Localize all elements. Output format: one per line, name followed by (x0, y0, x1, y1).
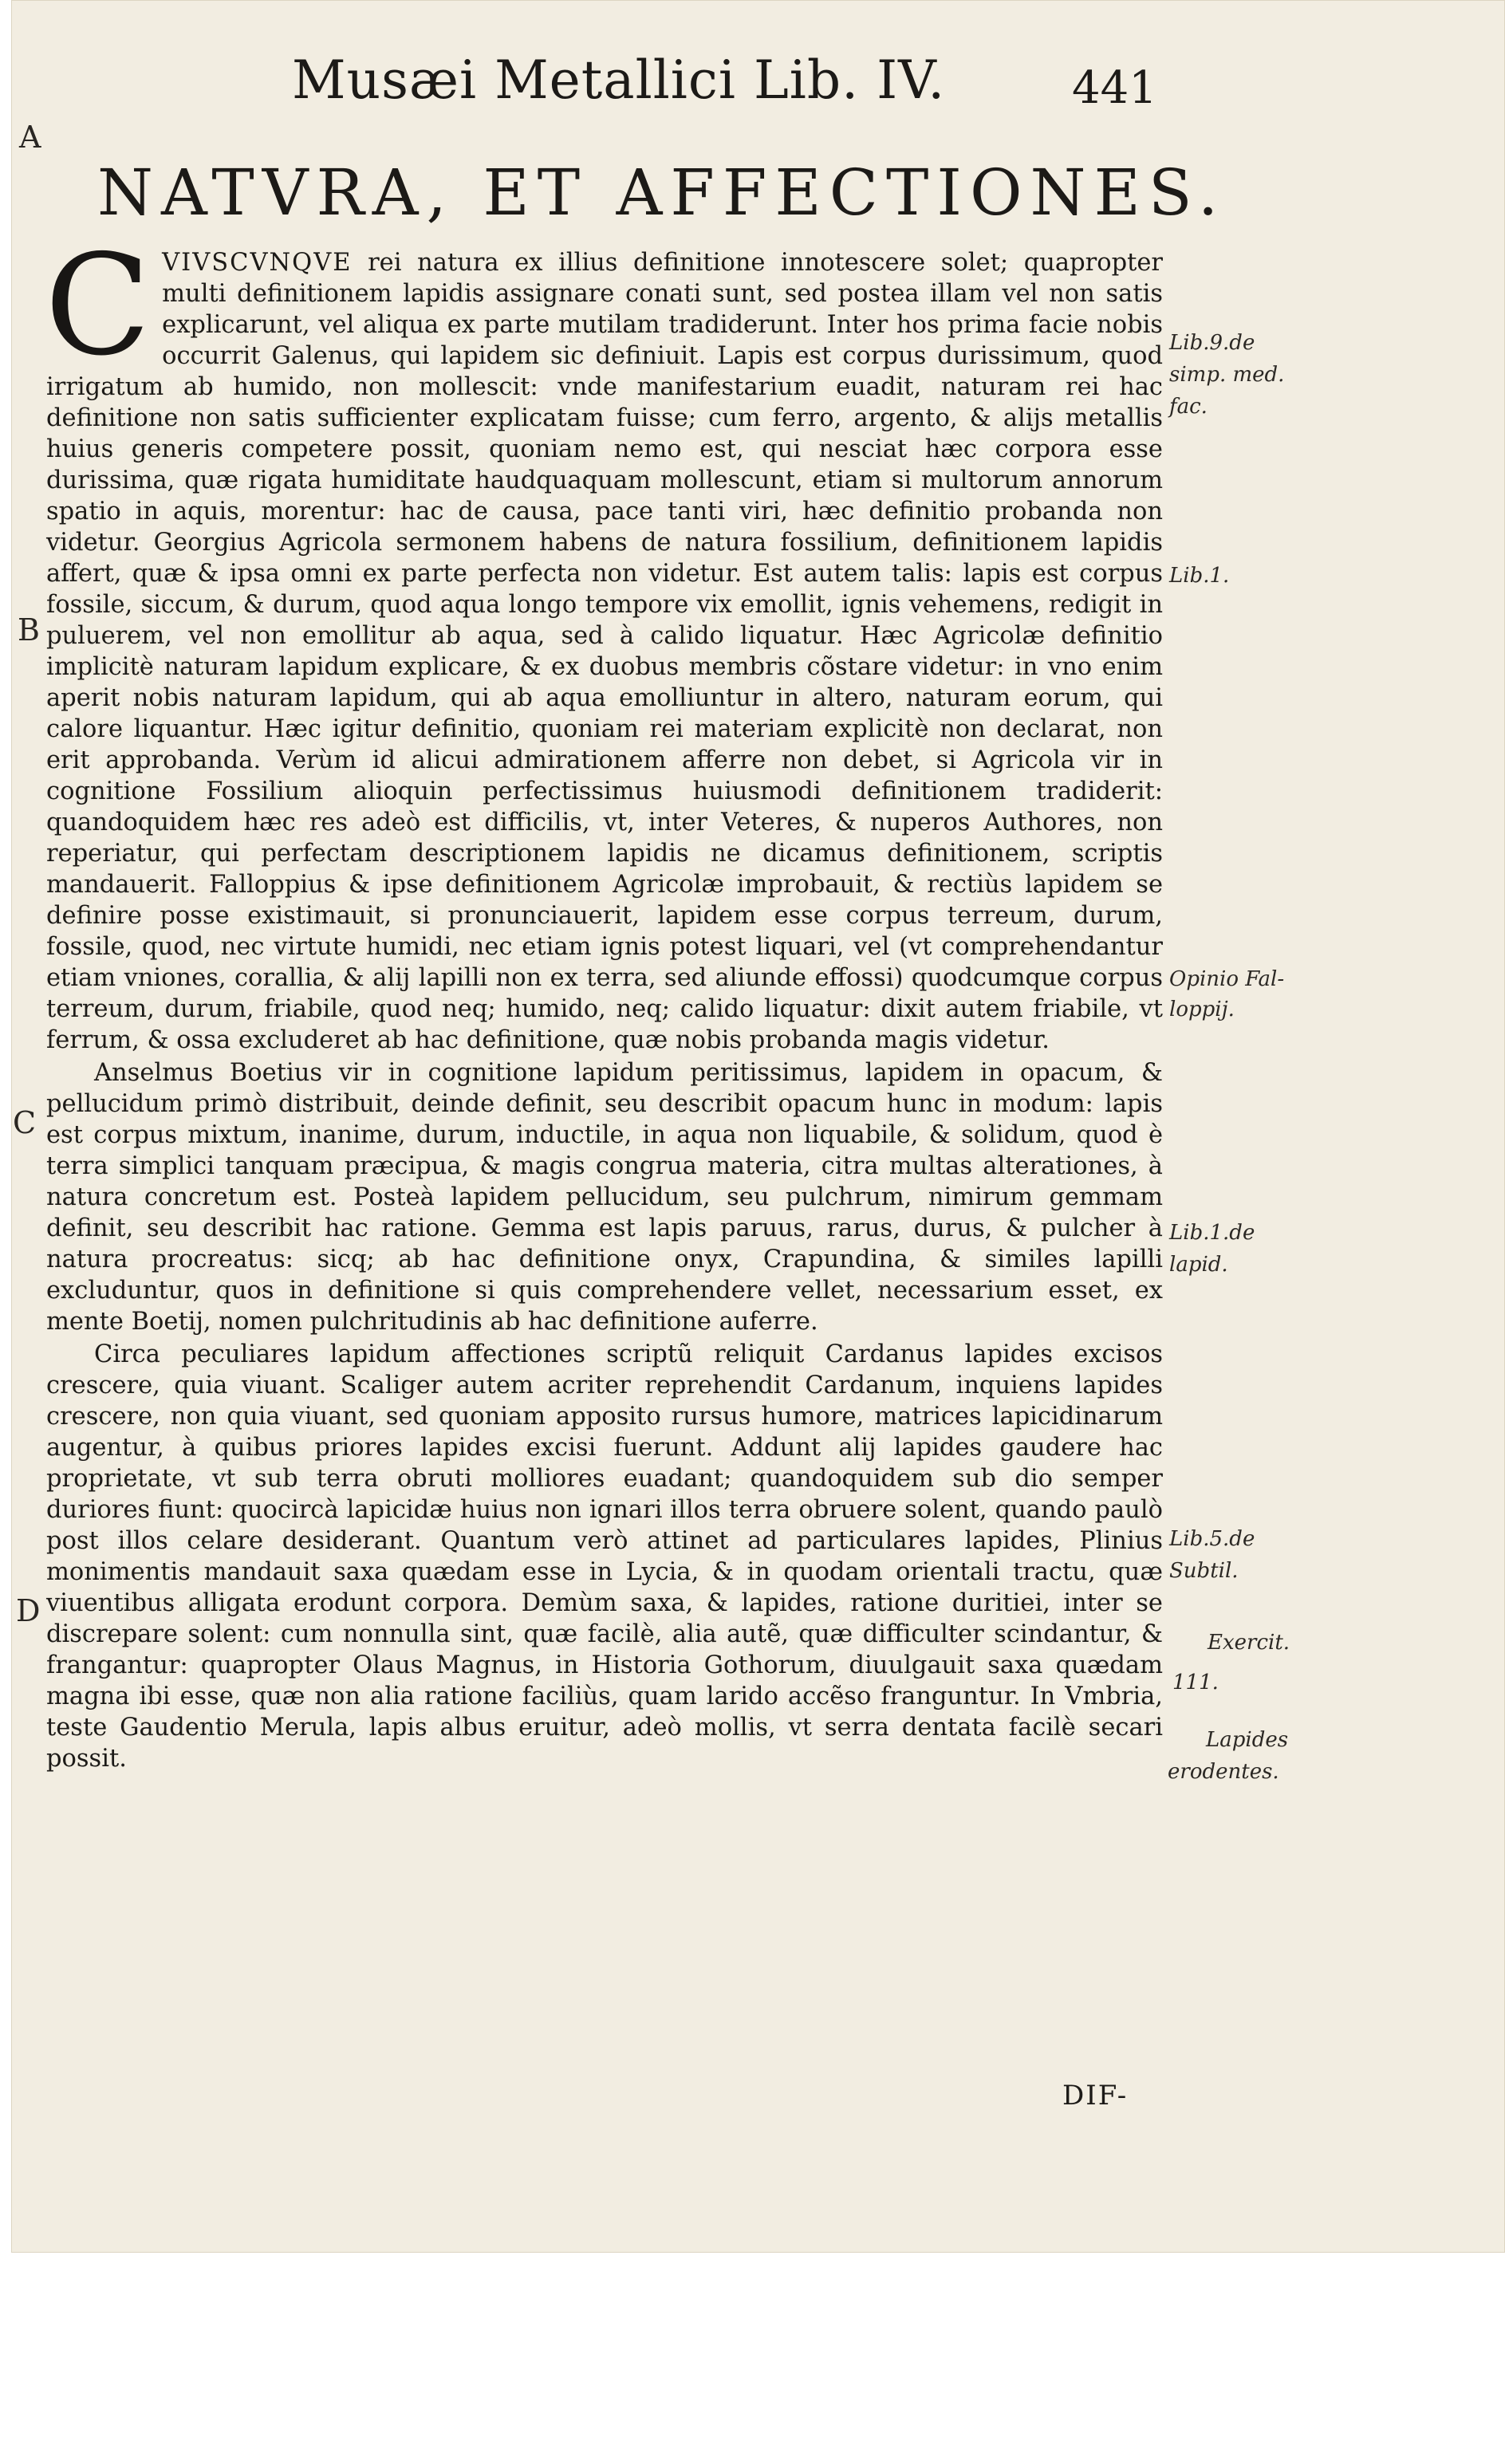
digitization-footer (0, 2253, 1505, 2464)
book-page (11, 0, 1505, 2253)
margin-note: 111. (1172, 1671, 1219, 1694)
margin-note: erodentes. (1168, 1760, 1279, 1784)
paragraph-1 (45, 225, 1163, 1056)
margin-note: Opinio Fal- (1169, 967, 1285, 991)
margin-letter-d: D (16, 1593, 41, 1628)
main-text (45, 225, 1163, 1776)
margin-note: simp. med. (1169, 363, 1285, 387)
margin-letter-b: B (18, 612, 40, 647)
margin-note: Lib.1.de (1169, 1221, 1255, 1245)
margin-note: Lapides (1206, 1728, 1289, 1752)
paragraph-2: Anselmus Boetius vir in cognitione lapidum peritissimus, lapidem in opacum, & pellucidum primò distribuit, deinde definit, seu describit opacum hunc in modum: lapis est corpus mixtum, inanime, durum, inductile, in aqua non liquabile, & solidum, quod è terra simplici tanquam præcipua, & magis congrua materia, citra multas alterationes, à natura concretum est. Posteà lapidem pellucidum, seu pulchrum, nimirum gemmam definit, seu describit hac ratione. Gemma est lapis paruus, rarus, durus, & pulcher à natura procreatus: sicq; ab hac definitione onyx, Crapundina, & similes lapilli excluduntur, quos in definitione si quis comprehendere vellet, necessarium esset, ex mente Boetij, nomen pulchritudinis ab hac definitione auferre. (46, 1059, 1163, 1336)
first-word: VIVSCVNQVE (162, 249, 353, 277)
margin-note: Lib.5.de (1169, 1527, 1255, 1551)
page-number: 441 (1072, 62, 1157, 114)
chapter-title: NATVRA, ET AFFECTIONES. (97, 155, 1227, 230)
margin-letter-a: A (19, 120, 41, 155)
margin-note: fac. (1169, 395, 1208, 419)
catchword: DIF- (1062, 2080, 1129, 2112)
margin-note: Subtil. (1169, 1559, 1239, 1583)
margin-letter-c: C (13, 1105, 37, 1140)
paragraph-3: Circa peculiares lapidum affectiones scriptũ reliquit Cardanus lapides excisos crescere, quia viuant. Scaliger autem acriter reprehendit Cardanum, inquiens lapides crescere, non quia viuant, sed quoniam apposito rursus humore, matrices lapicidinarum augentur, à quibus priores lapides excisi fuerunt. Addunt alij lapides gaudere hac proprietate, vt sub terra obruti molliores euadant; quandoquidem sub dio semper duriores fiunt: quocircà lapicidæ huius non ignari illos terra obruere solent, quando paulò post illos celare desiderant. Quantum verò attinet ad particulares lapides, Plinius monimentis mandauit saxa quædam esse in Lycia, & in quodam orientali tractu, quæ viuentibus alligata erodunt corpora. Demùm saxa, & lapides, ratione duritiei, inter se discrepare solent: cum nonnulla sint, quæ facilè, alia autẽ, quæ difficulter scindantur, & frangantur: quapropter Olaus Magnus, in Historia Gothorum, diuulgauit saxa quædam magna ibi esse, quæ non alia ratione faciliùs, quam larido accẽso franguntur. In Vmbria, teste Gaudentio Merula, lapis albus eruitur, adeò mollis, vt serra dentata facilè secari possit. (46, 1340, 1163, 1773)
running-head (11, 40, 1505, 112)
margin-note: Exercit. (1208, 1631, 1290, 1655)
paragraph-1-text: rei natura ex illius definitione innotescere solet; quapropter multi definitionem lapidis assignare conati sunt, sed postea illam vel non satis explicarunt, vel aliqua ex parte mutilam tradiderunt. Inter hos prima facie nobis occurrit Galenus, qui lapidem sic definiuit. Lapis est corpus durissimum, quod irrigatum ab humido, non mollescit: vnde manifestarium euadit, naturam rei hac definitione non satis sufficienter explicatam fuisse; cum ferro, argento, & alijs metallis huius generis competere possit, quoniam nemo est, qui nesciat hæc corpora esse durissima, quæ rigata humiditate haudquaquam mollescunt, etiam si multorum annorum spatio in aquis, morentur: hac de causa, pace tanti viri, hæc definitio probanda non videtur. Georgius Agricola sermonem habens de natura fossilium, definitionem lapidis affert, quæ & ipsa omni ex parte perfecta non videtur. Est autem talis: lapis est corpus fossile, siccum, & durum, quod aqua longo tempore vix emollit, ignis vehemens, redigit in puluerem, vel non emollitur ab aqua, sed à calido liquatur. Hæc Agricolæ definitio implicitè naturam lapidum explicare, & ex duobus membris cõstare videtur: in vno enim aperit nobis naturam lapidum, qui ab aqua emolliuntur in altero, naturam eorum, qui calore liquantur. Hæc igitur definitio, quoniam rei materiam explicitè non declarat, non erit approbanda. Verùm id alicui admirationem afferre non debet, si Agricola vir in cognitione Fossilium alioquin perfectissimus huiusmodi definitionem tradiderit: quandoquidem hæc res adeò est difficilis, vt, inter Veteres, & nuperos Authores, non reperiatur, qui perfectam descriptionem lapidis ne dicamus definitionem, scriptis mandauerit. Falloppius & ipse definitionem Agricolæ improbauit, & rectiùs lapidem se definire posse existimauit, si pronunciauerit, lapidem esse corpus terreum, durum, fossile, quod, nec virtute humidi, nec etiam ignis potest liquari, vel (vt comprehendantur etiam vniones, corallia, & alij lapilli non ex terra, sed aliunde effossi) quodcumque corpus terreum, durum, friabile, quod neq; humido, neq; calido liquatur: dixit autem friabile, vt ferrum, & ossa excluderet ab hac definitione, quæ nobis probanda magis videtur. (46, 249, 1163, 1054)
margin-note: lapid. (1169, 1253, 1228, 1277)
drop-cap: C (45, 225, 152, 387)
margin-note: loppij. (1169, 998, 1235, 1021)
margin-note: Lib.9.de (1169, 331, 1255, 355)
margin-note: Lib.1. (1169, 564, 1230, 588)
running-title: Musæi Metallici Lib. IV. (292, 49, 946, 111)
